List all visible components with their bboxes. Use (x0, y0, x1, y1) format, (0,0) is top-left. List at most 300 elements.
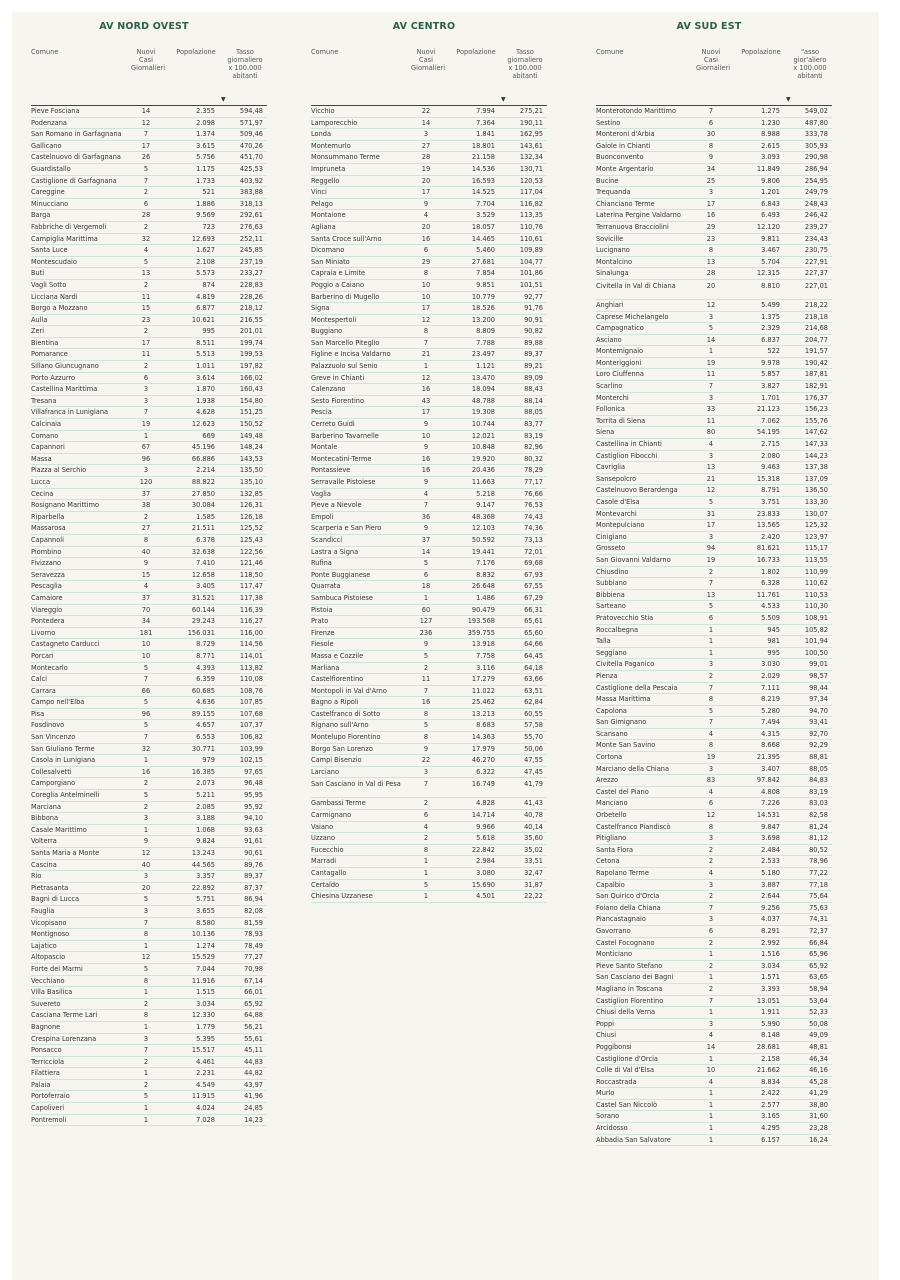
header-popolazione[interactable]: Popolazione (456, 48, 496, 56)
cell-tasso: 218,12 (239, 304, 263, 313)
cell-popolazione: 4.657 (196, 721, 215, 730)
cell-popolazione: 16.749 (471, 780, 495, 789)
table-row (31, 976, 267, 988)
cell-tasso: 40,78 (524, 811, 543, 820)
table-row (31, 164, 267, 176)
cell-popolazione: 1.841 (476, 130, 495, 139)
cell-popolazione: 4.295 (761, 1124, 780, 1133)
cell-comune: Cascina (31, 860, 57, 869)
cell-nuovi-casi: 22 (421, 756, 431, 765)
cell-comune: Careggine (31, 188, 65, 197)
header-tasso[interactable]: Tasso giornaliero x 100.000 abitanti (507, 48, 543, 80)
cell-comune: Pitigliano (596, 834, 627, 843)
cell-comune: Monte San Savino (596, 741, 656, 750)
cell-tasso: 101,86 (519, 269, 543, 278)
cell-tasso: 92,70 (809, 729, 828, 738)
table-row (596, 210, 832, 222)
cell-tasso: 143,53 (239, 454, 263, 463)
cell-comune: Seggiano (596, 648, 627, 657)
cell-nuovi-casi: 16 (141, 767, 151, 776)
cell-tasso: 33,51 (524, 857, 543, 866)
cell-nuovi-casi: 1 (708, 973, 714, 982)
cell-popolazione: 2.422 (761, 1089, 780, 1098)
cell-popolazione: 27.850 (191, 489, 215, 498)
cell-popolazione: 13.051 (756, 996, 780, 1005)
table-row (596, 856, 832, 868)
cell-nuovi-casi: 33 (706, 405, 716, 414)
cell-popolazione: 97.842 (756, 776, 780, 785)
table-row (596, 740, 832, 752)
cell-tasso: 89,37 (524, 350, 543, 359)
cell-popolazione: 7.364 (476, 118, 495, 127)
cell-nuovi-casi: 7 (423, 780, 429, 789)
cell-tasso: 66,01 (244, 988, 263, 997)
cell-popolazione: 7.028 (196, 1115, 215, 1124)
cell-tasso: 126,31 (239, 501, 263, 510)
cell-nuovi-casi: 13 (706, 257, 716, 266)
cell-comune: Camaiore (31, 593, 63, 602)
cell-popolazione: 4.393 (196, 663, 215, 672)
table-row (31, 176, 267, 188)
cell-tasso: 199,53 (239, 350, 263, 359)
cell-nuovi-casi: 8 (423, 709, 429, 718)
table-row (596, 729, 832, 741)
cell-comune: Castelnuovo Berardenga (596, 486, 678, 495)
table-row (596, 1135, 832, 1147)
table-row (596, 938, 832, 950)
cell-comune: Pienza (596, 671, 618, 680)
cell-nuovi-casi: 18 (421, 582, 431, 591)
cell-nuovi-casi: 1 (143, 1115, 149, 1124)
cell-nuovi-casi: 4 (708, 440, 714, 449)
table-row (311, 558, 547, 570)
header-comune[interactable]: Comune (596, 48, 624, 56)
cell-popolazione: 6.359 (196, 675, 215, 684)
cell-tasso: 57,58 (524, 721, 543, 730)
table-row (31, 245, 267, 257)
table-row (311, 732, 547, 744)
cell-comune: Montaione (311, 211, 346, 220)
header-nuovi-casi[interactable]: Nuovi Casi Giornalieri (131, 48, 166, 72)
cell-popolazione: 50.592 (471, 535, 495, 544)
table-row (596, 404, 832, 416)
table-row (31, 848, 267, 860)
cell-comune: Castellina Marittima (31, 385, 98, 394)
cell-comune: Torrita di Siena (596, 416, 646, 425)
cell-tasso: 125,43 (239, 535, 263, 544)
cell-comune: Dicomano (311, 246, 345, 255)
cell-tasso: 204,77 (804, 335, 828, 344)
cell-popolazione: 11.761 (756, 590, 780, 599)
cell-comune: Campi Bisenzio (311, 756, 362, 765)
cell-popolazione: 22.842 (471, 845, 495, 854)
header-nuovi-casi[interactable]: Nuovi Casi Giornalieri (411, 48, 446, 72)
cell-nuovi-casi: 6 (708, 799, 714, 808)
cell-nuovi-casi: 37 (141, 489, 151, 498)
table-row (31, 1057, 267, 1069)
cell-popolazione: 7.044 (196, 964, 215, 973)
cell-comune: Filattiera (31, 1069, 60, 1078)
cell-tasso: 75,63 (809, 903, 828, 912)
table-row (31, 663, 267, 675)
cell-comune: Montignoso (31, 930, 70, 939)
cell-nuovi-casi: 36 (421, 512, 431, 521)
cell-comune: Carmignano (311, 811, 352, 820)
cell-popolazione: 25.462 (471, 698, 495, 707)
table-body (311, 106, 547, 903)
table-row (31, 941, 267, 953)
table-row (311, 512, 547, 524)
cell-nuovi-casi: 10 (421, 292, 431, 301)
cell-nuovi-casi: 20 (421, 176, 431, 185)
cell-comune: Bagnone (31, 1022, 61, 1031)
cell-comune: Asciano (596, 335, 622, 344)
cell-nuovi-casi: 1 (423, 869, 429, 877)
sort-arrow-icon[interactable]: ▼ (221, 96, 226, 103)
cell-tasso: 117,38 (239, 593, 263, 602)
cell-popolazione: 16.385 (191, 767, 215, 776)
cell-tasso: 72,01 (524, 547, 543, 556)
header-comune[interactable]: Comune (311, 48, 339, 56)
cell-nuovi-casi: 12 (706, 811, 716, 820)
cell-comune: Lajatico (31, 941, 57, 950)
cell-tasso: 64,45 (524, 651, 543, 660)
cell-tasso: 239,27 (804, 222, 828, 231)
cell-popolazione: 21.123 (756, 405, 780, 414)
cell-tasso: 74,43 (524, 512, 543, 521)
cell-popolazione: 981 (767, 637, 780, 646)
cell-tasso: 248,43 (804, 199, 828, 208)
table-row (311, 477, 547, 489)
cell-tasso: 151,25 (239, 408, 263, 417)
table-row (311, 152, 547, 164)
cell-popolazione: 23.833 (756, 509, 780, 518)
cell-tasso: 22,22 (524, 892, 543, 901)
table-row (596, 300, 832, 312)
cell-nuovi-casi: 26 (141, 153, 151, 162)
cell-tasso: 77,22 (809, 869, 828, 877)
cell-comune: Londa (311, 130, 331, 139)
cell-popolazione: 6.328 (761, 579, 780, 588)
table-row (31, 639, 267, 651)
cell-tasso: 95,92 (244, 802, 263, 811)
cell-tasso: 276,63 (239, 222, 263, 231)
cell-comune: Pontremoli (31, 1115, 67, 1124)
table-row (311, 187, 547, 199)
cell-nuovi-casi: 10 (421, 431, 431, 440)
cell-nuovi-casi: 1 (423, 593, 429, 602)
cell-tasso: 67,55 (524, 582, 543, 591)
cell-comune: Villafranca in Lunigiana (31, 408, 109, 417)
cell-tasso: 55,70 (524, 733, 543, 742)
table-row (311, 639, 547, 651)
cell-comune: Monteroni d'Arbia (596, 130, 655, 139)
cell-comune: Prato (311, 617, 329, 626)
sort-arrow-icon[interactable]: ▼ (501, 96, 506, 103)
table-row (311, 845, 547, 857)
table-row (311, 407, 547, 419)
cell-comune: Scansano (596, 729, 628, 738)
cell-nuovi-casi: 11 (421, 675, 431, 684)
table-row (596, 222, 832, 234)
cell-comune: Campagnatico (596, 324, 644, 333)
cell-popolazione: 3.034 (196, 999, 215, 1008)
cell-popolazione: 13.243 (191, 849, 215, 857)
table-row (596, 1019, 832, 1031)
table-row (596, 497, 832, 509)
cell-comune: Suvereto (31, 999, 61, 1008)
cell-nuovi-casi: 7 (143, 733, 149, 742)
cell-nuovi-casi: 4 (708, 869, 714, 877)
cell-popolazione: 1.733 (196, 176, 215, 185)
table-row (311, 833, 547, 845)
table-body (31, 106, 267, 1126)
cell-nuovi-casi: 7 (708, 382, 714, 391)
table-row (311, 720, 547, 732)
cell-tasso: 333,78 (804, 130, 828, 139)
cell-nuovi-casi: 25 (706, 176, 716, 185)
cell-tasso: 137,38 (804, 463, 828, 472)
cell-popolazione: 8.668 (761, 741, 780, 750)
cell-tasso: 190,11 (519, 118, 543, 127)
table-row (596, 1065, 832, 1077)
cell-tasso: 246,42 (804, 211, 828, 220)
cell-tasso: 121,46 (239, 559, 263, 568)
cell-tasso: 43,97 (244, 1080, 263, 1089)
table-row (311, 581, 547, 593)
cell-comune: Reggello (311, 176, 340, 185)
table-row (596, 1123, 832, 1135)
cell-comune: Arcidosso (596, 1124, 628, 1133)
cell-popolazione: 8.291 (761, 926, 780, 935)
cell-nuovi-casi: 9 (143, 837, 149, 846)
table-row (311, 315, 547, 327)
table-row (311, 686, 547, 698)
header-tasso[interactable]: Tasso giornaliero x 100.000 abitanti (227, 48, 263, 80)
table-row (31, 628, 267, 640)
table-row (31, 349, 267, 361)
cell-nuovi-casi: 3 (423, 767, 429, 776)
table-row (596, 176, 832, 188)
table-row (31, 593, 267, 605)
cell-nuovi-casi: 17 (141, 338, 151, 347)
cell-nuovi-casi: 2 (708, 938, 714, 947)
cell-tasso: 113,82 (239, 663, 263, 672)
cell-tasso: 66,84 (809, 938, 828, 947)
cell-popolazione: 4.628 (196, 408, 215, 417)
cell-popolazione: 23.497 (471, 350, 495, 359)
table-row (311, 465, 547, 477)
cell-comune: Greve in Chianti (311, 373, 365, 382)
cell-tasso: 89,37 (244, 872, 263, 881)
table-row (311, 663, 547, 675)
cell-popolazione: 26.648 (471, 582, 495, 591)
cell-tasso: 110,30 (804, 602, 828, 611)
cell-nuovi-casi: 8 (423, 845, 429, 854)
table-row (596, 312, 832, 324)
cell-popolazione: 2.577 (761, 1100, 780, 1109)
cell-nuovi-casi: 2 (423, 799, 429, 808)
table-row (31, 152, 267, 164)
cell-popolazione: 13.200 (471, 315, 495, 324)
cell-comune: Chiusi della Verna (596, 1008, 656, 1017)
cell-nuovi-casi: 3 (708, 188, 714, 197)
cell-nuovi-casi: 7 (708, 107, 714, 115)
cell-comune: Civitella Paganico (596, 660, 655, 669)
cell-popolazione: 46.270 (471, 756, 495, 765)
cell-popolazione: 10.779 (471, 292, 495, 301)
cell-nuovi-casi: 5 (143, 721, 149, 730)
cell-popolazione: 874 (202, 280, 215, 289)
header-popolazione[interactable]: Popolazione (741, 48, 781, 56)
cell-nuovi-casi: 5 (143, 663, 149, 672)
sort-arrow-icon[interactable]: ▼ (786, 96, 791, 103)
cell-nuovi-casi: 7 (423, 338, 429, 347)
cell-nuovi-casi: 6 (708, 926, 714, 935)
cell-nuovi-casi: 17 (421, 408, 431, 417)
cell-nuovi-casi: 1 (708, 648, 714, 657)
cell-tasso: 470,26 (239, 141, 263, 150)
cell-tasso: 92,77 (524, 292, 543, 301)
cell-comune: Aulla (31, 315, 48, 324)
cell-tasso: 65,61 (524, 617, 543, 626)
cell-comune: Porto Azzurro (31, 373, 76, 382)
table-row (31, 767, 267, 779)
cell-comune: Marliana (311, 663, 340, 672)
cell-comune: Montevarchi (596, 509, 637, 518)
table-row (596, 245, 832, 257)
table-row (31, 419, 267, 431)
cell-comune: Castelfiorentino (311, 675, 364, 684)
cell-comune: Montemurlo (311, 141, 351, 150)
cell-comune: Vaiano (311, 822, 334, 831)
cell-nuovi-casi: 8 (423, 269, 429, 278)
cell-tasso: 116,00 (239, 628, 263, 637)
cell-popolazione: 1.870 (196, 385, 215, 394)
cell-comune: Collesalvetti (31, 767, 72, 776)
cell-nuovi-casi: 9 (423, 199, 429, 208)
cell-popolazione: 11.916 (191, 976, 215, 985)
cell-comune: Poggio a Caiano (311, 280, 364, 289)
cell-comune: Gambassi Terme (311, 799, 366, 808)
cell-comune: Piombino (31, 547, 62, 556)
cell-tasso: 135,10 (239, 478, 263, 486)
cell-tasso: 89,76 (244, 860, 263, 869)
cell-tasso: 132,34 (519, 153, 543, 162)
cell-popolazione: 7.994 (476, 107, 495, 115)
cell-tasso: 214,68 (804, 324, 828, 333)
cell-tasso: 182,91 (804, 382, 828, 391)
cell-nuovi-casi: 4 (143, 582, 149, 591)
table-row (311, 222, 547, 234)
cell-nuovi-casi: 2 (143, 280, 149, 289)
cell-tasso: 64,18 (524, 663, 543, 672)
table-row (31, 106, 267, 118)
table-row (31, 1045, 267, 1057)
cell-popolazione: 17.279 (471, 675, 495, 684)
cell-comune: Piancastagnaio (596, 915, 646, 924)
table-row (596, 683, 832, 695)
cell-tasso: 91,76 (524, 304, 543, 313)
cell-tasso: 571,97 (239, 118, 263, 127)
table-row (596, 532, 832, 544)
cell-tasso: 115,17 (804, 544, 828, 553)
cell-popolazione: 1.375 (761, 312, 780, 321)
header-comune[interactable]: Comune (31, 48, 59, 56)
cell-popolazione: 5.460 (476, 246, 495, 255)
cell-nuovi-casi: 1 (708, 950, 714, 959)
cell-nuovi-casi: 6 (423, 246, 429, 255)
cell-tasso: 88,14 (524, 396, 543, 405)
cell-tasso: 69,68 (524, 559, 543, 568)
cell-tasso: 46,16 (809, 1066, 828, 1075)
cell-popolazione: 1.886 (196, 199, 215, 208)
cell-popolazione: 2.533 (761, 857, 780, 866)
cell-nuovi-casi: 11 (706, 416, 716, 425)
cell-comune: Chiusdino (596, 567, 629, 576)
cell-popolazione: 1.275 (761, 107, 780, 115)
table-row (311, 810, 547, 822)
cell-tasso: 77,27 (244, 953, 263, 962)
cell-tasso: 130,71 (519, 164, 543, 173)
cell-comune: Buggiano (311, 327, 343, 336)
cell-comune: Calenzano (311, 385, 346, 394)
cell-nuovi-casi: 14 (421, 118, 431, 127)
cell-comune: Borgo San Lorenzo (311, 744, 373, 753)
table-row (31, 442, 267, 454)
cell-nuovi-casi: 7 (708, 683, 714, 692)
header-popolazione[interactable]: Popolazione (176, 48, 216, 56)
header-nuovi-casi[interactable]: Nuovi Casi Giornalieri (696, 48, 731, 72)
cell-comune: Castelfranco di Sotto (311, 709, 381, 718)
cell-nuovi-casi: 181 (139, 628, 153, 637)
cell-tasso: 228,83 (239, 280, 263, 289)
cell-comune: Manciano (596, 799, 628, 808)
cell-comune: Montelupo Fiorentino (311, 733, 381, 742)
cell-nuovi-casi: 2 (708, 845, 714, 854)
header-tasso[interactable]: "asso gior'aliero x 100.000 abitanti (793, 48, 827, 80)
cell-comune: Capannori (31, 443, 65, 452)
table-row (31, 674, 267, 686)
cell-comune: Casciana Terme Lari (31, 1011, 98, 1020)
cell-nuovi-casi: 4 (708, 1077, 714, 1086)
cell-comune: Palazzuolo sul Senio (311, 362, 378, 371)
cell-nuovi-casi: 70 (141, 605, 151, 614)
cell-popolazione: 2.484 (761, 845, 780, 854)
cell-tasso: 38,80 (809, 1100, 828, 1109)
cell-popolazione: 14.531 (756, 811, 780, 820)
cell-comune: Riparbella (31, 512, 65, 521)
cell-nuovi-casi: 2 (143, 512, 149, 521)
cell-popolazione: 30.084 (191, 501, 215, 510)
cell-nuovi-casi: 10 (141, 651, 151, 660)
cell-comune: Foiano della Chiana (596, 903, 661, 912)
cell-popolazione: 4.828 (476, 799, 495, 808)
table-row (596, 706, 832, 718)
cell-popolazione: 2.355 (196, 107, 215, 115)
cell-nuovi-casi: 16 (421, 385, 431, 394)
cell-popolazione: 522 (767, 347, 780, 356)
cell-nuovi-casi: 83 (706, 776, 716, 785)
table-row (596, 833, 832, 845)
table-row (596, 427, 832, 439)
table-row (31, 547, 267, 559)
cell-nuovi-casi: 6 (708, 118, 714, 127)
cell-comune: Roccalbegna (596, 625, 639, 634)
cell-tasso: 74,31 (809, 915, 828, 924)
cell-popolazione: 9.978 (761, 358, 780, 367)
cell-comune: Ponte Buggianese (311, 570, 371, 579)
